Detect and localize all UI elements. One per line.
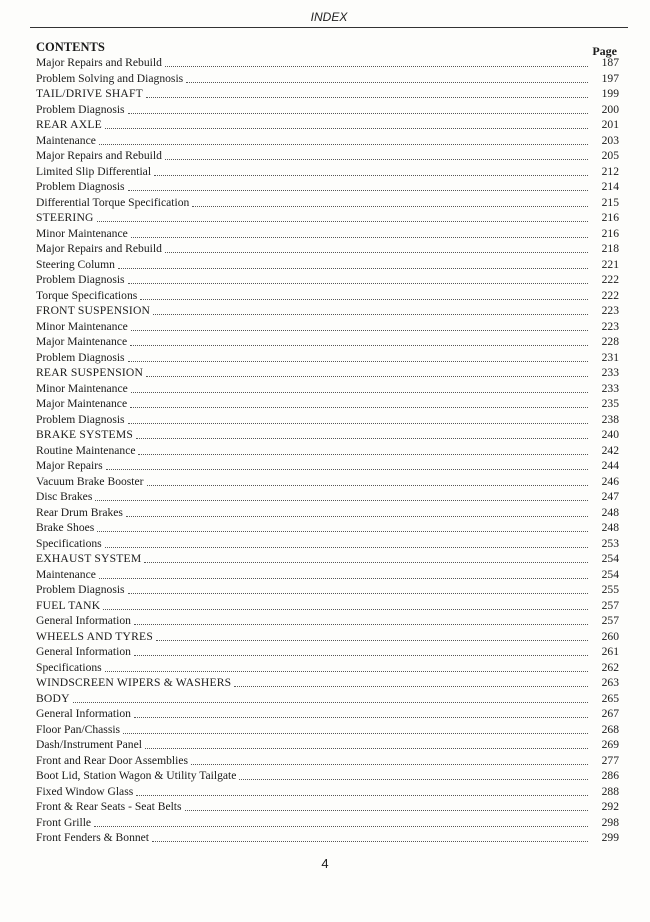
toc-entry <box>36 489 619 505</box>
toc-page-number: 247 <box>601 490 619 503</box>
dot-leader <box>156 630 588 641</box>
toc-section-title: EXHAUST SYSTEM <box>36 552 142 565</box>
dot-leader <box>128 103 588 114</box>
toc-entry <box>36 257 619 273</box>
toc-page-number: 244 <box>601 459 619 472</box>
toc-entry <box>36 272 619 288</box>
toc-entry-title: Front Grille <box>36 815 92 829</box>
toc-entry-title: Specifications <box>36 660 102 674</box>
dot-leader <box>146 366 588 377</box>
toc-page-number: 222 <box>601 273 619 286</box>
toc-section-title: TAIL/DRIVE SHAFT <box>36 87 143 100</box>
dot-leader <box>136 785 588 796</box>
dot-leader <box>147 475 588 486</box>
toc-entry <box>36 164 619 180</box>
toc-entry <box>36 319 619 335</box>
toc-page-number: 286 <box>601 769 619 782</box>
toc-entry <box>36 226 619 242</box>
toc-entry <box>36 536 619 552</box>
toc-section-title: BRAKE SYSTEMS <box>36 428 133 441</box>
toc-entry <box>36 381 619 397</box>
toc-section-title: REAR SUSPENSION <box>36 366 144 379</box>
dot-leader <box>99 568 588 579</box>
toc-entry <box>36 830 619 846</box>
toc-entry-title: Torque Specifications <box>36 288 138 302</box>
toc-section-title: WHEELS AND TYRES <box>36 629 153 643</box>
dot-leader <box>73 692 588 703</box>
toc-entry <box>36 737 619 753</box>
dot-leader <box>192 196 588 207</box>
toc-entry-title: Limited Slip Differential <box>36 164 152 178</box>
toc-section-title: REAR AXLE <box>36 118 102 131</box>
toc-entry <box>36 799 619 815</box>
toc-entry-title: Minor Maintenance <box>36 319 128 333</box>
table-of-contents <box>36 35 619 846</box>
page-column-label: Page <box>592 44 617 58</box>
toc-entry <box>36 629 619 645</box>
toc-entry <box>36 427 619 443</box>
toc-page-number: 299 <box>601 831 619 844</box>
toc-page-number: 231 <box>601 350 619 364</box>
dot-leader <box>130 397 588 408</box>
toc-page-number: 254 <box>601 552 619 565</box>
toc-page-number: 233 <box>601 381 619 395</box>
toc-page-number: 288 <box>601 784 619 798</box>
toc-entry <box>36 241 619 257</box>
toc-page-number: 221 <box>601 257 619 271</box>
toc-entry-title: Major Maintenance <box>36 335 128 348</box>
toc-entry-title: Specifications <box>36 536 102 550</box>
toc-entry <box>36 815 619 831</box>
toc-entry <box>36 133 619 149</box>
toc-page-number: 187 <box>601 56 619 69</box>
toc-entry <box>36 458 619 474</box>
dot-leader <box>97 521 588 532</box>
dot-leader <box>152 831 588 842</box>
toc-page-number: 214 <box>601 180 619 193</box>
toc-page-number: 257 <box>601 598 619 612</box>
dot-leader <box>105 537 588 548</box>
toc-page-number: 248 <box>601 505 619 519</box>
toc-entry <box>36 598 619 614</box>
toc-entry <box>36 722 619 738</box>
toc-entry-title: Differential Torque Specification <box>36 195 190 209</box>
toc-entry-title: General Information <box>36 614 131 627</box>
toc-page-number: 203 <box>601 133 619 147</box>
toc-page-number: 228 <box>601 335 619 348</box>
toc-entry-title: Problem Diagnosis <box>36 350 125 364</box>
toc-entry-title: Minor Maintenance <box>36 381 128 395</box>
dot-leader <box>131 227 588 238</box>
dot-leader <box>103 599 588 610</box>
toc-entry-title: Problem Diagnosis <box>36 412 125 426</box>
toc-entry <box>36 195 619 211</box>
toc-entry <box>36 691 619 707</box>
toc-page-number: 223 <box>601 304 619 317</box>
toc-entry <box>36 768 619 784</box>
toc-entry <box>36 102 619 118</box>
toc-page-number: 216 <box>601 226 619 240</box>
toc-entry-title: Dash/Instrument Panel <box>36 738 142 751</box>
dot-leader <box>123 723 588 734</box>
toc-page-number: 205 <box>601 149 619 162</box>
dot-leader <box>191 754 588 765</box>
dot-leader <box>185 800 588 811</box>
toc-entry-title: Problem Diagnosis <box>36 180 125 193</box>
toc-entry <box>36 179 619 195</box>
page-number: 4 <box>321 856 329 871</box>
toc-entry <box>36 148 619 164</box>
dot-leader <box>128 273 588 284</box>
dot-leader <box>131 320 588 331</box>
dot-leader <box>134 614 588 625</box>
toc-entry <box>36 443 619 459</box>
toc-entry-title: Steering Column <box>36 257 115 271</box>
dot-leader <box>131 382 588 393</box>
toc-page-number: 277 <box>601 753 619 767</box>
toc-page-number: 254 <box>601 567 619 581</box>
toc-page-number: 201 <box>601 118 619 131</box>
dot-leader <box>154 165 588 176</box>
toc-page-number: 218 <box>601 242 619 255</box>
toc-entry <box>36 784 619 800</box>
toc-section-title: STEERING <box>36 211 94 224</box>
toc-page-number: 233 <box>601 366 619 379</box>
dot-leader <box>106 459 588 470</box>
toc-page-number: 215 <box>601 195 619 209</box>
dot-leader <box>94 816 588 827</box>
toc-page-number: 265 <box>601 691 619 705</box>
toc-page-number: 248 <box>601 521 619 534</box>
toc-entry <box>36 520 619 536</box>
toc-page-number: 257 <box>601 614 619 627</box>
dot-leader <box>105 118 588 129</box>
dot-leader <box>145 738 588 749</box>
toc-section-title: FUEL TANK <box>36 598 101 612</box>
toc-entry-title: Disc Brakes <box>36 490 93 503</box>
page-header-index: INDEX <box>30 10 628 28</box>
toc-page-number: 261 <box>601 645 619 658</box>
dot-leader <box>128 583 588 594</box>
toc-entry <box>36 551 619 567</box>
toc-page-number: 298 <box>601 815 619 829</box>
dot-leader <box>165 56 588 67</box>
toc-entry <box>36 303 619 319</box>
toc-page-number: 197 <box>601 71 619 85</box>
toc-entry <box>36 55 619 71</box>
toc-entry <box>36 86 619 102</box>
dot-leader <box>144 552 588 563</box>
dot-leader <box>126 506 588 517</box>
dot-leader <box>239 769 588 780</box>
toc-entry-title: Major Repairs and Rebuild <box>36 242 162 255</box>
toc-page-number: 222 <box>601 288 619 302</box>
toc-entry-title: Front Fenders & Bonnet <box>36 831 150 844</box>
dot-leader <box>99 134 588 145</box>
toc-entry-title: Problem Diagnosis <box>36 273 125 286</box>
toc-entry-title: Problem Solving and Diagnosis <box>36 71 184 85</box>
toc-page-number: 242 <box>601 443 619 457</box>
dot-leader <box>128 180 588 191</box>
toc-entry <box>36 396 619 412</box>
contents-heading: CONTENTS <box>36 40 105 54</box>
toc-page-number: 216 <box>601 211 619 224</box>
toc-entry-title: Boot Lid, Station Wagon & Utility Tailgate <box>36 769 237 782</box>
toc-entry-title: Rear Drum Brakes <box>36 505 123 519</box>
toc-page-number: 240 <box>601 428 619 441</box>
dot-leader <box>234 676 588 687</box>
dot-leader <box>128 413 588 424</box>
dot-leader <box>136 428 588 439</box>
toc-entry <box>36 334 619 350</box>
toc-entry-title: Minor Maintenance <box>36 226 128 240</box>
toc-entry-title: Maintenance <box>36 133 96 147</box>
toc-entry-title: Major Repairs <box>36 459 103 472</box>
dot-leader <box>105 661 588 672</box>
toc-entry-title: Problem Diagnosis <box>36 102 125 116</box>
toc-page-number: 260 <box>601 629 619 643</box>
toc-entry-title: Major Maintenance <box>36 397 128 410</box>
dot-leader <box>118 258 588 269</box>
toc-entry-title: Fixed Window Glass <box>36 784 134 798</box>
toc-entry <box>36 288 619 304</box>
toc-page-number: 268 <box>601 722 619 736</box>
toc-page-number: 246 <box>601 474 619 488</box>
dot-leader <box>153 304 588 315</box>
toc-page-number: 200 <box>601 102 619 116</box>
dot-leader <box>95 490 588 501</box>
dot-leader <box>134 645 588 656</box>
toc-entry-title: Maintenance <box>36 567 96 581</box>
dot-leader <box>138 444 588 455</box>
toc-entry <box>36 365 619 381</box>
toc-entry <box>36 117 619 133</box>
toc-entry-title: Routine Maintenance <box>36 443 136 457</box>
toc-page-number: 238 <box>601 412 619 426</box>
toc-entry <box>36 582 619 598</box>
toc-entry-title: Front & Rear Seats - Seat Belts <box>36 800 182 813</box>
toc-entry-title: Major Repairs and Rebuild <box>36 149 162 162</box>
toc-entries <box>36 55 619 846</box>
toc-entry <box>36 675 619 691</box>
toc-entry <box>36 613 619 629</box>
toc-entry <box>36 706 619 722</box>
toc-page-number: 292 <box>601 800 619 813</box>
toc-entry-title: Problem Diagnosis <box>36 583 125 596</box>
toc-page-number: 223 <box>601 319 619 333</box>
dot-leader <box>165 242 588 253</box>
toc-entry-title: General Information <box>36 707 131 720</box>
toc-entry-title: General Information <box>36 645 131 658</box>
dot-leader <box>97 211 588 222</box>
toc-entry <box>36 567 619 583</box>
toc-page-number: 212 <box>601 164 619 178</box>
toc-page-number: 253 <box>601 536 619 550</box>
toc-page-number: 199 <box>601 87 619 100</box>
dot-leader <box>140 289 588 300</box>
toc-page-number: 255 <box>601 583 619 596</box>
dot-leader <box>146 87 588 98</box>
toc-section-title: WINDSCREEN WIPERS & WASHERS <box>36 676 232 689</box>
toc-entry <box>36 753 619 769</box>
toc-entry-title: Major Repairs and Rebuild <box>36 56 162 69</box>
toc-section-title: FRONT SUSPENSION <box>36 304 151 317</box>
toc-entry-title: Vacuum Brake Booster <box>36 474 144 488</box>
dot-leader <box>134 707 588 718</box>
toc-page-number: 263 <box>601 676 619 689</box>
dot-leader <box>186 72 588 83</box>
toc-page-number: 235 <box>601 397 619 410</box>
toc-entry-title: Floor Pan/Chassis <box>36 722 121 736</box>
toc-entry <box>36 210 619 226</box>
toc-entry <box>36 350 619 366</box>
toc-heading-row <box>36 35 619 58</box>
toc-entry <box>36 71 619 87</box>
toc-entry-title: Brake Shoes <box>36 521 95 534</box>
dot-leader <box>128 351 588 362</box>
toc-entry <box>36 505 619 521</box>
toc-entry-title: Front and Rear Door Assemblies <box>36 753 188 767</box>
toc-page-number: 262 <box>601 660 619 674</box>
dot-leader <box>130 335 588 346</box>
toc-entry <box>36 412 619 428</box>
toc-entry <box>36 660 619 676</box>
toc-page-number: 267 <box>601 707 619 720</box>
toc-section-title: BODY <box>36 691 70 705</box>
toc-entry <box>36 644 619 660</box>
toc-entry <box>36 474 619 490</box>
dot-leader <box>165 149 588 160</box>
toc-page-number: 269 <box>601 738 619 751</box>
